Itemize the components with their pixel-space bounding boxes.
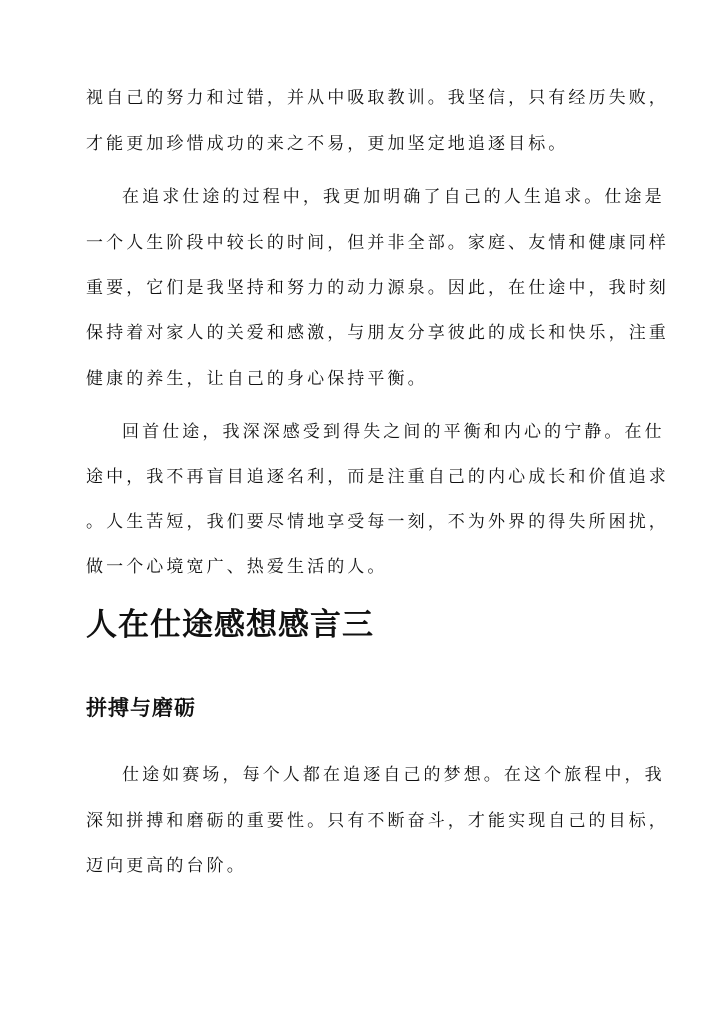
subsection-title: 拼搏与磨砺: [86, 695, 196, 720]
section-title: 人在仕途感想感言三: [86, 607, 374, 643]
paragraph-line: 仕途如赛场，每个人都在追逐自己的梦想。在这个旅程中，我: [122, 765, 665, 785]
paragraph-line: 。人生苦短，我们要尽情地享受每一刻，不为外界的得失所困扰，: [86, 512, 669, 532]
paragraph-line: 保持着对家人的关爱和感激，与朋友分享彼此的成长和快乐，注重: [86, 323, 669, 343]
paragraph-line: 才能更加珍惜成功的来之不易，更加坚定地追逐目标。: [86, 134, 569, 154]
paragraph-line: 回首仕途，我深深感受到得失之间的平衡和内心的宁静。在仕: [122, 422, 665, 442]
paragraph-line: 视自己的努力和过错，并从中吸取教训。我坚信，只有经历失败，: [86, 88, 669, 108]
paragraph-line: 健康的养生，让自己的身心保持平衡。: [86, 369, 428, 389]
paragraph-line: 迈向更高的台阶。: [86, 856, 247, 876]
paragraph-line: 在追求仕途的过程中，我更加明确了自己的人生追求。仕途是: [122, 187, 665, 207]
paragraph-line: 途中，我不再盲目追逐名利，而是注重自己的内心成长和价值追求: [86, 467, 669, 487]
paragraph-line: 深知拼搏和磨砺的重要性。只有不断奋斗，才能实现自己的目标，: [86, 811, 669, 831]
paragraph-line: 一个人生阶段中较长的时间，但并非全部。家庭、友情和健康同样: [86, 233, 669, 253]
paragraph-line: 重要，它们是我坚持和努力的动力源泉。因此，在仕途中，我时刻: [86, 278, 669, 298]
paragraph-line: 做一个心境宽广、热爱生活的人。: [86, 557, 388, 577]
